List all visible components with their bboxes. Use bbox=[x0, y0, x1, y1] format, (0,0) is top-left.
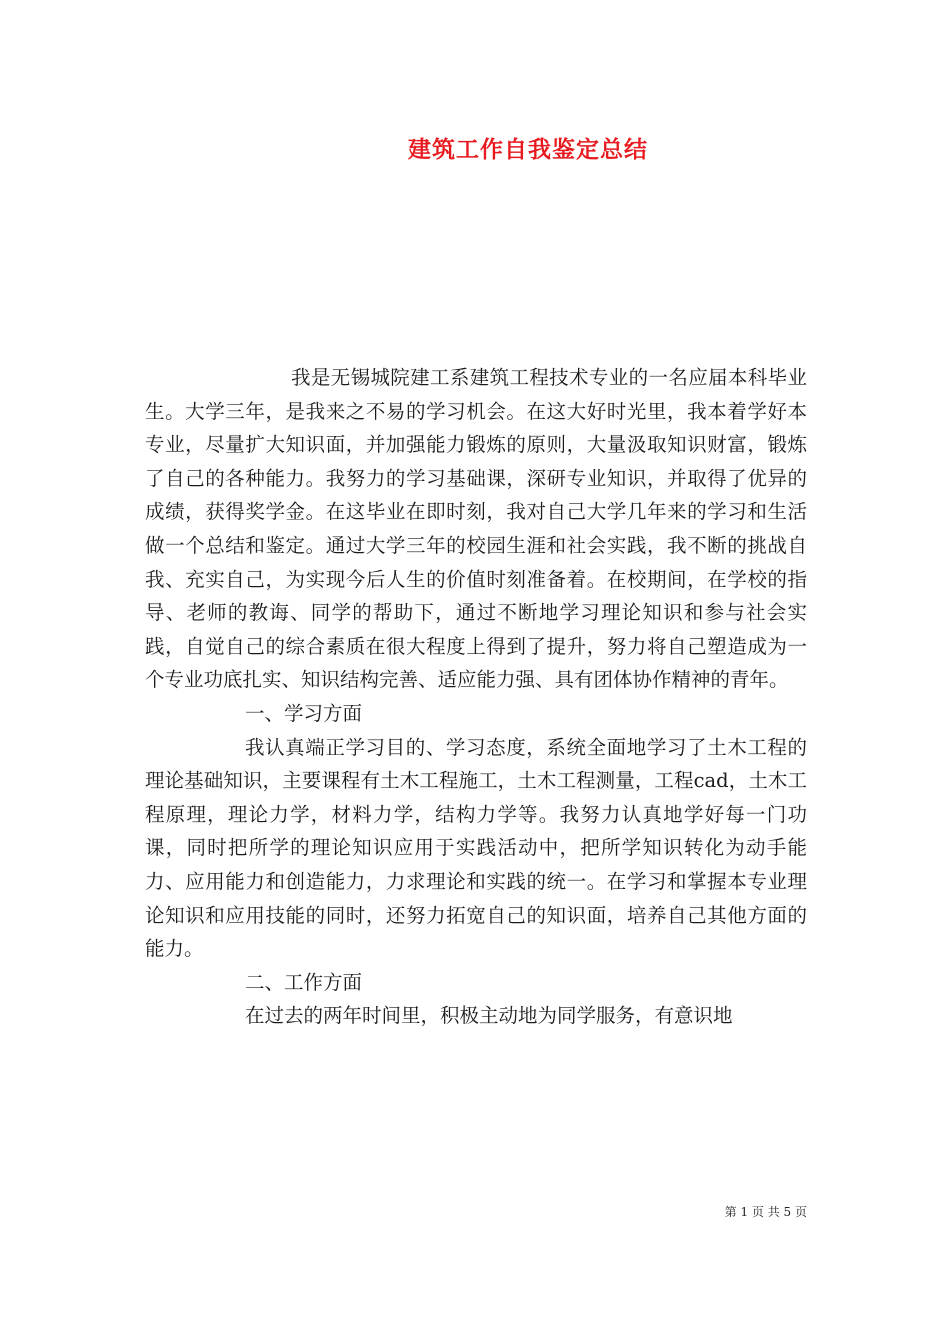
page-number-footer: 第 1 页 共 5 页 bbox=[724, 1205, 807, 1219]
intro-paragraph: 我是无锡城院建工系建筑工程技术专业的一名应届本科毕业生。大学三年，是我来之不易的学习机会。在这大好时光里，我本着学好本专业，尽量扩大知识面，并加强能力锻炼的原则，大量汲取知识财富，锻炼了自己的各种能力。我努力的学习基础课，深研专业知识，并取得了优异的成绩，获得奖学金。在这毕业在即时刻，我对自己大学几年来的学习和生活做一个总结和鉴定。通过大学三年的校园生涯和社会实践，我不断的挑战自我、充实自己，为实现今后人生的价值时刻准备着。在校期间，在学校的指导、老师的教诲、同学的帮助下，通过不断地学习理论知识和参与社会实践，自觉自己的综合素质在很大程度上得到了提升，努力将自己塑造成为一个专业功底扎实、知识结构完善、适应能力强、具有团体协作精神的青年。 bbox=[145, 366, 807, 692]
section-heading-work: 二、工作方面 bbox=[245, 970, 363, 994]
document-body bbox=[145, 361, 807, 1033]
document-title: 建筑工作自我鉴定总结 bbox=[408, 136, 648, 163]
section-heading-study: 一、学习方面 bbox=[245, 701, 363, 725]
section-paragraph-work: 在过去的两年时间里，积极主动地为同学服务，有意识地 bbox=[245, 1004, 733, 1028]
section-paragraph-study: 我认真端正学习目的、学习态度，系统全面地学习了土木工程的理论基础知识，主要课程有土木工程施工，土木工程测量，工程cad，土木工程原理，理论力学，材料力学，结构力学等。我努力认真地学好每一门功课，同时把所学的理论知识应用于实践活动中，把所学知识转化为动手能力、应用能力和创造能力，力求理论和实践的统一。在学习和掌握本专业理论知识和应用技能的同时，还努力拓宽自己的知识面，培养自己其他方面的能力。 bbox=[145, 735, 807, 961]
